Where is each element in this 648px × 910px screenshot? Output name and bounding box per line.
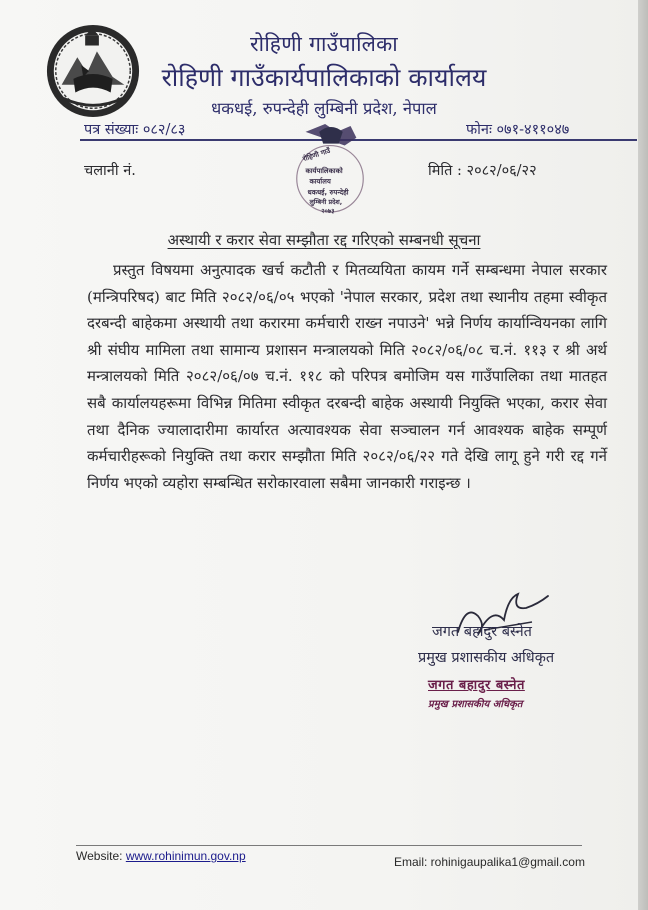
name-seal bbox=[428, 675, 568, 710]
website-link[interactable]: www.rohinimun.gov.np bbox=[125, 849, 246, 863]
footer-divider bbox=[76, 845, 582, 846]
signatory-title: प्रमुख प्रशासकीय अधिकृत bbox=[418, 650, 555, 666]
footer-email: Email: rohinigaupalika1@gmail.com bbox=[394, 855, 585, 869]
office-name: रोहिणी गाउँकार्यपालिकाको कार्यालय bbox=[161, 63, 487, 92]
org-name: रोहिणी गाउँपालिका bbox=[250, 32, 398, 56]
svg-text:कार्यालय: कार्यालय bbox=[309, 177, 331, 186]
notice-subject: अस्थायी र करार सेवा सम्झौता रद्द गरिएको सम्बनधी सूचना bbox=[167, 231, 481, 249]
notice-body: प्रस्तुत विषयमा अनुत्पादक खर्च कटौती र मितव्ययिता कायम गर्ने सम्बन्धमा नेपाल सरकार (मन्त्रिपरिषद) बाट मिति २०८२/०६/०५ भएको 'नेपाल सरकार, प्रदेश तथा स्थानीय तहमा स्वीकृत दरबन्दी बाहेकमा अस्थायी तथा करारमा कर्मचारी राख्न नपाउने' भन्ने निर्णय कार्यान्वियनका लागि श्री संघीय मामिला तथा सामान्य प्रशासन मन्त्रालयको मिति २०८२/०६/०८ च.नं. ११३ र श्री अर्थ मन्त्रालयको मिति २०८२/०६/०७ च.नं. ११८ को परिपत्र बमोजिम यस गाउँपालिका तथा मातहत सबै कार्यालयहरूमा विभिन्न मितिमा स्वीकृत दरबन्दी बाहेक अस्थायी नियुक्ति भएका, करार सेवा तथा दैनिक ज्यालादारीमा कार्यारत अत्यावश्यक सेवा सञ्चालन गर्न आवश्यक बाहेक सम्पूर्ण कर्मचारीहरूको नियुक्ति तथा करार सम्झौता मिति २०८२/०६/२२ गते देखि लागू हुने गरी रद्द गर्ने निर्णय भएको व्यहोरा सम्बन्धित सरोकारवाला सबैमा जानकारी गराइन्छ । bbox=[87, 261, 607, 492]
svg-text:रोहिणी गाउँ: रोहिणी गाउँ bbox=[301, 146, 332, 164]
website-label: Website: bbox=[76, 849, 123, 863]
signatory-name: जगत बहादुर बस्नेत bbox=[432, 624, 532, 640]
letter-date: मिति : २०८२/०६/२२ bbox=[428, 163, 537, 179]
svg-text:कार्यपालिकाको: कार्यपालिकाको bbox=[305, 166, 343, 175]
phone-number: फोनः ०७१-४११०४७ bbox=[466, 122, 570, 138]
page-edge-shadow bbox=[638, 0, 648, 910]
dispatch-number-label: चलानी नं. bbox=[84, 163, 136, 179]
svg-text:२०७३: २०७३ bbox=[321, 208, 335, 215]
reference-number: पत्र संख्याः ०८२/८३ bbox=[84, 122, 186, 138]
footer-website bbox=[76, 849, 246, 863]
office-address: धकधई, रुपन्देही लुम्बिनी प्रदेश, नेपाल bbox=[211, 99, 437, 118]
office-round-stamp bbox=[286, 122, 374, 216]
svg-text:धकधई, रुपन्देही: धकधई, रुपन्देही bbox=[307, 188, 349, 197]
seal-title: प्रमुख प्रशासकीय अधिकृत bbox=[428, 699, 523, 710]
seal-name: जगत बहादुर बस्नेत bbox=[428, 678, 525, 693]
svg-text:लुम्बिनी प्रदेश,: लुम्बिनी प्रदेश, bbox=[309, 199, 343, 207]
